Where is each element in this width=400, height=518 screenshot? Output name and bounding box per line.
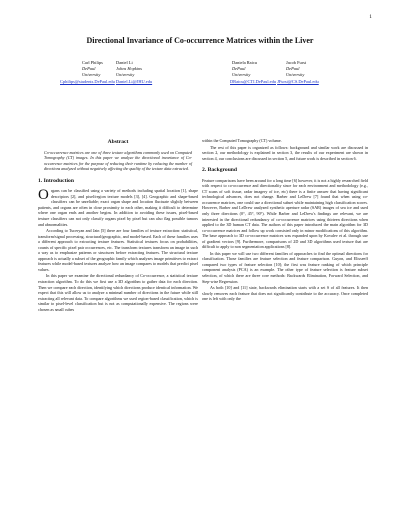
background-paragraph: As both [10] and [11] state, backwards elimination starts with a set S of all features. It then slowly removes each feature that does not significantly contribute to the accuracy. Once completed one is left with only the <box>202 285 368 302</box>
page-number: 1 <box>369 14 372 20</box>
author-affiliation-2: University <box>286 72 305 78</box>
emails-group1 <box>60 79 152 85</box>
author-affiliation-2: University <box>82 72 101 78</box>
author-furst <box>286 60 306 79</box>
author-affiliation: DePaul <box>82 66 96 72</box>
author-name: Daniela Raicu <box>232 60 257 65</box>
abstract-text: Co-occurrence matrices are one of three texture algorithms commonly used on Computed Tomography (CT) images. In this paper we analyze the directional invariance of Co-occurrence matrices for the purpose of reducing their runtime by reducing the number of directions analyzed without negatively affecting the quality of the texture data extracted. <box>44 149 192 172</box>
author-name: Carl Philips <box>82 60 103 65</box>
intro-paragraph: According to Tuceryan and Jain [5] there are four families of texture extraction: statistical, transform/signal processing, structural/geographic, and model-based. Each of these families uses a different approach to extracting texture features. Statistical textures focus on probabilities, counts of specific pixel pair occurrences, etc. The transform textures transform an image in such a way as to emphasize patterns or structures before extracting features. The structural texture approach is actually a subset of the geographic family which analyzes image primitives to extract features while model-based textures analyze how an image compares to models that predict pixel values. <box>38 228 198 272</box>
email-link[interactable]: DRaicu@CTI.DePaul.edu <box>230 79 276 84</box>
background-paragraph: In this paper we will use two different families of approaches to find the optimal directions for classification. Those families are feature selection and feature comparison. Guyon, and Elisseeff compared two types of feature selection [10]; the first was feature ranking of which principle component analysis (PCA) is an example. The other type of feature selection is feature subset selection, of which there are three core methods: Backwards Elimination, Forward Selection, and Step-wise Regression. <box>202 250 368 284</box>
author-philips <box>82 60 103 79</box>
section-heading-background: 2. Background <box>202 167 238 174</box>
author-name: Daniel Li <box>116 60 133 65</box>
drop-cap: O <box>38 187 49 204</box>
background-paragraph: Feature comparisons have been around for a long time [6] however, it is not a highly researched field with respect to co-occurrence and directionality since for each environment and methodology (e.g., CT scans of soft tissue, radar imagery of ice, etc) there is a finite answer that having significant technological advances, does not change. Barber and LeDrew [7] found that when using co-occurrence matrices, one could use a directional subset while maintaining high classification scores. However, Barber and LeDrew analyzed synthetic aperture radar (SAR) images of sea ice and used only three directions (0°, 45°, 90°). While Barber and LeDrew's findings are relevant, we are interested in the directional redundancy of co-occurrence matrices using thirteen directions when applied to the 3D human CT data. The authors of this paper introduced the main algorithm for 3D co-occurrence matrices and follow up work consisted only in minor modifications of this algorithm. The base approach to 3D co-occurrence matrices was expanded upon by Kovalev et al. through use of gradient vectors [9]. Furthermore, comparisons of 2D and 3D algorithms used texture that are difficult to apply to non segmentation applications [8]. <box>202 177 368 250</box>
intro-paragraph: In this paper we examine the directional redundancy of Co-occurrence, a statistical texture extraction algorithm. To do this we first use a 3D algorithm to gather data for each direction. Then we compare each direction, identifying which directions produce identical information. We expect that this will allow us to analyze a minimal number of directions in the future while still extracting all relevant data. To compare algorithms we used region-based classification, which is similar to pixel-level classification but is not as computationally expensive. The regions were chosen as small cubes <box>38 273 198 312</box>
author-affiliation: Johns Hopkins <box>116 66 142 72</box>
author-name: Jacob Furst <box>286 60 307 65</box>
author-affiliation: DePaul <box>232 66 246 72</box>
body-paragraph: The rest of this paper is organized as follows: background and similar work are discussed in section 2, our methodology is explained in section 3, the results of our experiment are shown in section 4, our conclusions are discussed in section 5, and future work is described in section 6. <box>202 144 368 161</box>
left-column <box>38 140 198 313</box>
author-affiliation-2: University <box>232 72 251 78</box>
author-raicu <box>232 60 257 79</box>
email-link[interactable]: JFurst@CS.DePaul.edu <box>277 79 319 84</box>
intro-paragraph: Organs can be classified using a variety of methods including spatial location [1], shape descriptors [2], and pixel/region texture models [3], [4]. Geographic and shape-based classifiers can be unreliable; exact organ shape and location fluctuate slightly between patients, and organs are often in close proximity to each other, making it difficult to determine where one organ ends and another begins. In addition to avoiding these issues, pixel-based texture classifiers can not only classify organs pixel by pixel but can also flag possible tumors and abnormalities. <box>38 187 198 227</box>
email-link[interactable]: Cphilips@students.DePaul.edu <box>60 79 115 84</box>
abstract-heading: Abstract <box>107 139 129 145</box>
author-affiliation-2: University <box>116 72 135 78</box>
author-affiliation: DePaul <box>286 66 300 72</box>
section-heading-introduction: 1. Introduction <box>38 177 74 184</box>
paper-title: Directional Invariance of Co-occurrence Matrices within the Liver <box>86 36 314 45</box>
body-paragraph: within the Computed Tomography (CT) volume. <box>202 138 282 143</box>
author-li <box>116 60 142 79</box>
emails-group2 <box>230 79 319 85</box>
right-column <box>202 138 368 303</box>
email-link[interactable]: Daniel.Li@JHU.edu <box>115 79 153 84</box>
